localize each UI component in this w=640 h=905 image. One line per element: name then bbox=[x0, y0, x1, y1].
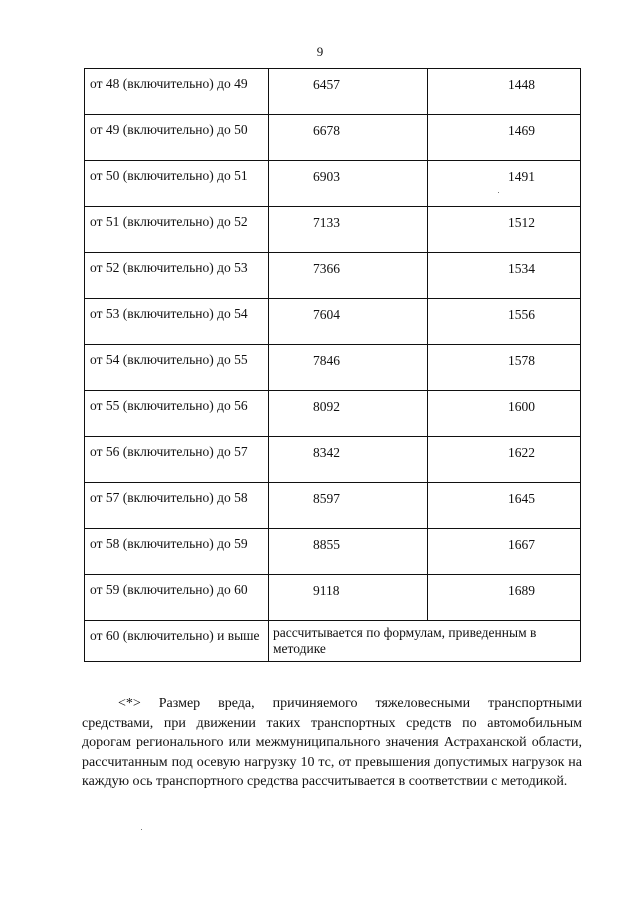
value-1-cell: 8342 bbox=[269, 437, 428, 483]
range-cell: от 58 (включительно) до 59 bbox=[85, 529, 269, 575]
value-1-cell: 6457 bbox=[269, 69, 428, 115]
value-1-cell: 7846 bbox=[269, 345, 428, 391]
table-row bbox=[85, 207, 581, 253]
range-cell: от 57 (включительно) до 58 bbox=[85, 483, 269, 529]
range-cell: от 55 (включительно) до 56 bbox=[85, 391, 269, 437]
range-cell: от 53 (включительно) до 54 bbox=[85, 299, 269, 345]
value-2-cell: 1622 bbox=[428, 437, 581, 483]
value-2-cell: 1556 bbox=[428, 299, 581, 345]
range-cell: от 48 (включительно) до 49 bbox=[85, 69, 269, 115]
table-body bbox=[85, 69, 581, 662]
value-1-cell: 6903 bbox=[269, 161, 428, 207]
table-row bbox=[85, 161, 581, 207]
value-1-cell: 9118 bbox=[269, 575, 428, 621]
value-1-cell: 8092 bbox=[269, 391, 428, 437]
table-row bbox=[85, 391, 581, 437]
value-1-cell: 7366 bbox=[269, 253, 428, 299]
range-cell: от 59 (включительно) до 60 bbox=[85, 575, 269, 621]
value-2-cell: 1491 bbox=[428, 161, 581, 207]
table-row bbox=[85, 437, 581, 483]
scan-speck bbox=[141, 829, 142, 830]
damage-rate-table bbox=[84, 68, 581, 662]
value-1-cell: 8855 bbox=[269, 529, 428, 575]
table-row bbox=[85, 483, 581, 529]
value-2-cell: 1600 bbox=[428, 391, 581, 437]
page-number: 9 bbox=[316, 44, 324, 59]
value-2-cell: 1512 bbox=[428, 207, 581, 253]
table-row bbox=[85, 529, 581, 575]
table-row bbox=[85, 69, 581, 115]
value-2-cell: 1689 bbox=[428, 575, 581, 621]
table-row bbox=[85, 345, 581, 391]
range-cell: от 49 (включительно) до 50 bbox=[85, 115, 269, 161]
value-2-cell: 1645 bbox=[428, 483, 581, 529]
value-2-cell: 1469 bbox=[428, 115, 581, 161]
table-row bbox=[85, 253, 581, 299]
value-2-cell: 1667 bbox=[428, 529, 581, 575]
table-row bbox=[85, 115, 581, 161]
value-2-cell: 1578 bbox=[428, 345, 581, 391]
table-row bbox=[85, 299, 581, 345]
value-1-cell: 6678 bbox=[269, 115, 428, 161]
value-1-cell: 8597 bbox=[269, 483, 428, 529]
range-cell: от 60 (включительно) и выше bbox=[85, 621, 269, 662]
table-row-last bbox=[85, 621, 581, 662]
footnote: <*> Размер вреда, причиняемого тяжеловесными транспортными средствами, при движении таких транспортных средств по автомобильным дорогам регионального или межмуниципального значения Астраханской области, рассчитанным под осевую нагрузку 10 тс, от превышения допустимых нагрузок на каждую ось транспортного средства рассчитывается в соответствии с методикой. bbox=[82, 696, 582, 789]
range-cell: от 50 (включительно) до 51 bbox=[85, 161, 269, 207]
range-cell: от 54 (включительно) до 55 bbox=[85, 345, 269, 391]
range-cell: от 52 (включительно) до 53 bbox=[85, 253, 269, 299]
range-cell: от 51 (включительно) до 52 bbox=[85, 207, 269, 253]
value-2-cell: 1534 bbox=[428, 253, 581, 299]
value-1-cell: 7133 bbox=[269, 207, 428, 253]
scan-speck bbox=[498, 192, 499, 193]
value-2-cell: 1448 bbox=[428, 69, 581, 115]
value-1-cell: 7604 bbox=[269, 299, 428, 345]
range-cell: от 56 (включительно) до 57 bbox=[85, 437, 269, 483]
formula-note-cell: рассчитывается по формулам, приведенным в методике bbox=[269, 621, 581, 662]
table-row bbox=[85, 575, 581, 621]
